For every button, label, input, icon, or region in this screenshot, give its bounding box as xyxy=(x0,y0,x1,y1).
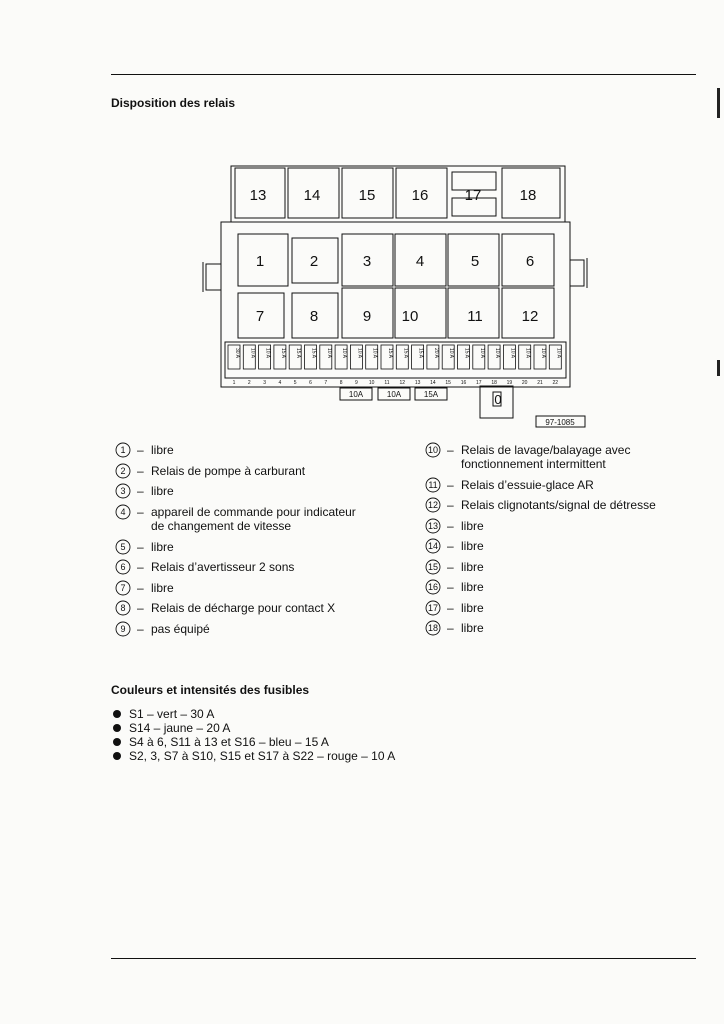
legend-dash: – xyxy=(447,477,454,492)
legend-text-continued: fonctionnement intermittent xyxy=(461,457,606,471)
circled-number xyxy=(425,559,441,575)
relay-number: 11 xyxy=(467,308,483,325)
fuse-position: 19 xyxy=(506,380,513,386)
legend-dash: – xyxy=(447,518,454,533)
fuse-rating: 15 A xyxy=(402,348,409,359)
legend-dash: – xyxy=(447,559,454,574)
fuse-position: 7 xyxy=(324,380,328,386)
fuse-rating: 10 A xyxy=(555,348,562,359)
relay-section-title: Disposition des relais xyxy=(111,96,236,110)
fuse-list-item xyxy=(113,721,395,735)
legend-dash: – xyxy=(447,580,454,594)
fuse-position: 9 xyxy=(355,380,358,386)
bullet-icon xyxy=(113,710,121,718)
fuse-list-text: S4 à 6, S11 à 13 et S16 – bleu – 15 A xyxy=(129,735,329,749)
fuse-position: 14 xyxy=(430,380,436,386)
relay-number: 6 xyxy=(525,253,535,270)
svg-text:11: 11 xyxy=(428,479,438,490)
fuse-rating: 10 A xyxy=(524,348,531,359)
fuse-rating: 15 A xyxy=(417,348,424,359)
legend-text: Relais de décharge pour contact X xyxy=(151,601,336,615)
relay-number: 15 xyxy=(358,187,376,204)
relay-number: 18 xyxy=(519,187,537,204)
svg-text:10: 10 xyxy=(427,445,439,455)
bullet-icon xyxy=(113,752,121,760)
circled-number xyxy=(425,497,441,513)
legend-text: pas équipé xyxy=(151,621,210,636)
fuse-list-text: S2, 3, S7 à S10, S15 et S17 à S22 – rouge – 10 A xyxy=(129,749,396,763)
legend-text: libre xyxy=(461,559,484,574)
relay-number: 17 xyxy=(464,187,482,204)
circled-number xyxy=(115,442,131,458)
fuse-rating: 15 A xyxy=(279,348,286,359)
fuse-position: 21 xyxy=(537,380,543,386)
circled-number xyxy=(115,559,131,575)
svg-text:16: 16 xyxy=(427,582,439,592)
circled-number xyxy=(425,579,441,595)
fuse-list-item xyxy=(113,749,395,763)
fuse-position: 6 xyxy=(309,380,312,386)
circled-number xyxy=(115,600,131,616)
circled-number xyxy=(425,620,441,636)
circled-number xyxy=(425,477,441,493)
fuse-list-text: S14 – jaune – 20 A xyxy=(129,721,231,735)
fuse-list-item xyxy=(113,707,395,721)
fuse-list-item xyxy=(113,735,395,749)
bullet-icon xyxy=(113,724,121,732)
fuse-position: 18 xyxy=(491,380,497,386)
legend-text: Relais de lavage/balayage avec xyxy=(461,443,631,457)
legend-dash: – xyxy=(447,539,454,553)
legend-dash: – xyxy=(137,539,144,554)
circled-number xyxy=(425,442,441,458)
fuse-position: 16 xyxy=(460,380,467,386)
relay-number: 2 xyxy=(309,253,319,270)
svg-text:13: 13 xyxy=(427,520,439,531)
fuse-position: 10 xyxy=(368,380,375,386)
legend-text: Relais de pompe à carburant xyxy=(151,463,306,478)
relay-number: 4 xyxy=(415,253,425,270)
legend-text-continued: de changement de vitesse xyxy=(151,518,292,533)
svg-text:12: 12 xyxy=(427,500,439,510)
svg-text:8: 8 xyxy=(120,603,126,613)
circled-number xyxy=(115,580,131,596)
circled-number xyxy=(425,538,441,554)
svg-text:7: 7 xyxy=(120,582,126,593)
legend-text: Relais clignotants/signal de détresse xyxy=(461,498,656,512)
svg-text:4: 4 xyxy=(120,506,126,517)
fuse-rating: 10 A xyxy=(540,348,546,359)
legend-text: libre xyxy=(461,539,484,553)
fuse-rating: 10 A xyxy=(356,348,363,359)
relay-number: 13 xyxy=(249,187,267,204)
fuse-position: 3 xyxy=(263,380,266,386)
legend-text: Relais d’avertisseur 2 sons xyxy=(151,560,295,574)
svg-text:2: 2 xyxy=(120,465,126,476)
legend-dash: – xyxy=(447,498,454,512)
fuse-rating: 10 A xyxy=(341,348,348,359)
fuse-rating: 15 A xyxy=(295,348,302,359)
fuse-position: 15 xyxy=(445,380,451,386)
page-edge-mark xyxy=(717,88,720,118)
relay-number: 16 xyxy=(411,187,429,204)
legend-dash: – xyxy=(137,601,144,615)
bullet-icon xyxy=(113,738,121,746)
legend-text: libre xyxy=(461,580,484,594)
legend-dash: – xyxy=(137,504,144,519)
svg-text:3: 3 xyxy=(120,486,126,496)
legend-dash: – xyxy=(137,484,144,498)
fuse-position: 20 xyxy=(521,380,528,386)
legend-text: libre xyxy=(151,539,174,554)
fuse-rating: 10 A xyxy=(371,348,378,359)
relay-number: 14 xyxy=(303,187,321,204)
fuse-position: 5 xyxy=(293,380,297,386)
fuse-position: 22 xyxy=(552,380,559,386)
fuse-position: 8 xyxy=(339,380,343,386)
svg-text:15: 15 xyxy=(427,561,439,572)
fuse-rating: 20 A xyxy=(432,348,439,359)
circled-number xyxy=(115,621,131,637)
fuse-rating: 10 A xyxy=(448,348,455,359)
legend-dash: – xyxy=(447,443,454,457)
fuse-rating: 10 A xyxy=(264,348,271,359)
fuse-rating: 15 A xyxy=(387,348,393,359)
connector-label: 0 xyxy=(494,392,502,407)
relay-number: 8 xyxy=(309,308,319,325)
fuse-rating: 30 A xyxy=(234,348,240,359)
legend-text: libre xyxy=(151,580,174,595)
fuse-color-list xyxy=(113,707,395,763)
fuse-position: 4 xyxy=(278,380,282,386)
legend-text: appareil de commande pour indicateur xyxy=(151,504,356,519)
svg-text:14: 14 xyxy=(427,541,439,551)
fuse-position: 12 xyxy=(399,380,406,386)
legend-text: libre xyxy=(151,443,174,457)
figure-reference: 97-1085 xyxy=(545,418,575,427)
svg-text:5: 5 xyxy=(120,541,126,552)
bottom-rule xyxy=(111,958,696,959)
fuse-position: 2 xyxy=(247,380,251,386)
fuse-rating: 10 A xyxy=(478,348,485,359)
fuse-rating: 15 A xyxy=(310,348,317,359)
legend-text: libre xyxy=(461,600,484,615)
relay-box-diagram xyxy=(200,160,590,430)
relay-number: 12 xyxy=(521,308,539,325)
fuse-rating: 10 A xyxy=(509,348,516,359)
relay-number: 7 xyxy=(255,308,265,325)
circled-number xyxy=(115,504,131,520)
spare-fuse-label: 10A xyxy=(386,390,402,399)
legend-dash: – xyxy=(447,621,454,635)
spare-fuse-label: 10A xyxy=(348,390,364,399)
relay-number: 9 xyxy=(362,308,372,325)
svg-text:6: 6 xyxy=(120,562,126,572)
circled-number xyxy=(425,600,441,616)
legend-dash: – xyxy=(137,580,144,595)
fuse-position: 13 xyxy=(414,380,421,386)
fuse-section-title: Couleurs et intensités des fusibles xyxy=(111,683,310,697)
svg-text:1: 1 xyxy=(120,445,126,455)
fuse-position: 11 xyxy=(384,380,390,386)
fuse-rating: 15 A xyxy=(463,348,470,359)
relay-number: 5 xyxy=(470,253,480,270)
fuse-rating: 10 A xyxy=(325,348,332,359)
legend-dash: – xyxy=(137,443,144,457)
circled-number xyxy=(115,463,131,479)
fuse-rating: 10 A xyxy=(249,348,256,359)
legend-text: Relais d’essuie-glace AR xyxy=(461,477,594,492)
top-rule xyxy=(111,74,696,75)
fuse-position: 1 xyxy=(232,380,236,386)
spare-fuse-label: 15A xyxy=(423,390,439,399)
svg-text:9: 9 xyxy=(120,623,126,634)
fuse-rating: 10 A xyxy=(494,348,501,359)
legend-dash: – xyxy=(137,560,144,574)
relay-number: 10 xyxy=(401,308,419,325)
svg-text:18: 18 xyxy=(427,623,439,633)
legend-text: libre xyxy=(461,621,484,635)
relay-number: 1 xyxy=(255,253,265,270)
legend-dash: – xyxy=(447,600,454,615)
legend-dash: – xyxy=(137,621,144,636)
circled-number xyxy=(115,483,131,499)
legend-text: libre xyxy=(461,518,484,533)
relay-number: 3 xyxy=(362,253,372,270)
svg-text:17: 17 xyxy=(427,602,439,613)
circled-number xyxy=(115,539,131,555)
page-edge-mark xyxy=(717,360,720,376)
legend-text: libre xyxy=(151,484,174,498)
circled-number xyxy=(425,518,441,534)
legend-dash: – xyxy=(137,463,144,478)
fuse-position: 17 xyxy=(476,380,482,386)
fuse-list-text: S1 – vert – 30 A xyxy=(129,707,215,721)
